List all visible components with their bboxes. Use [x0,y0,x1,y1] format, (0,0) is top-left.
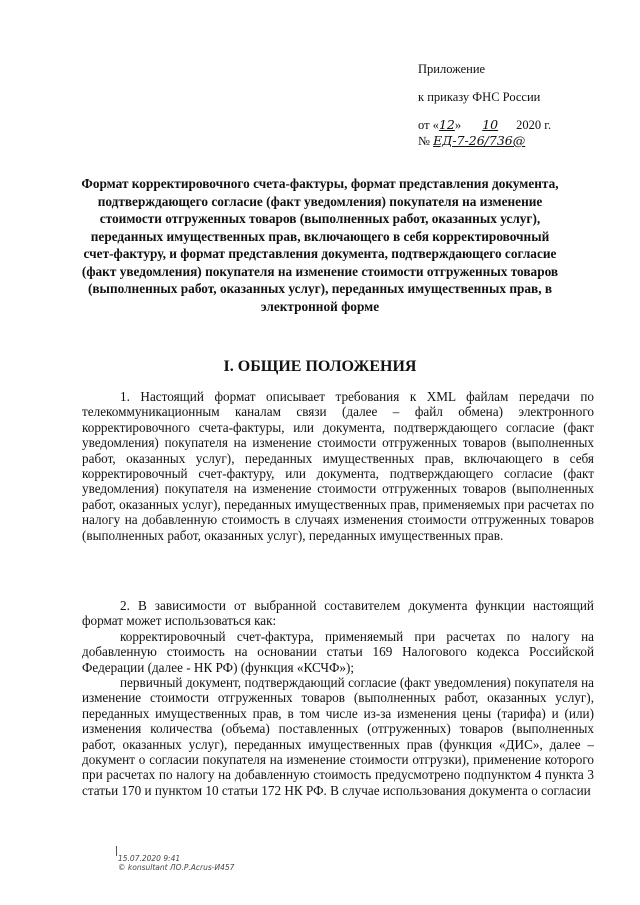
footer-stamp [118,854,234,872]
appendix-label: Приложение [418,62,486,76]
document-header [418,62,551,162]
paragraph-1: 1. Настоящий формат описывает требования к XML файлам передачи по телекоммуникационным каналам связи (далее – файл обмена) электронного корректировочного счета-фактуры, или документа, подтверждающего согласие (факт уведомления) покупателя на изменение стоимости отгруженных товаров (выполненных работ, оказанных услуг), переданных имущественных прав, включающего в себя корректировочный счет-фактуру, или документа, подтверждающего согласие (факт уведомления) покупателя на изменение стоимости отгруженных товаров (выполненных работ, оказанных услуг), переданных имущественных прав, применяемых при расчетах по налогу на добавленную стоимость в случаях изменения стоимости отгруженных товаров (выполненных работ, оказанных услуг), переданных имущественных прав. [82,389,594,543]
section-heading: I. ОБЩИЕ ПОЛОЖЕНИЯ [223,358,417,375]
number-prefix: № [418,134,434,148]
number-value: ЕД-7-26/736@ [433,133,526,148]
date-mid: » [454,118,465,132]
paragraph-ksf: корректировочный счет-фактура, применяемый при расчетах по налогу на добавленную стоимость на основании статьи 169 Налогового кодекса Российской Федерации (далее - НК РФ) (функция «КСЧФ»); [82,628,594,675]
paragraph-2: 2. В зависимости от выбранной составителем документа функции настоящий формат может использоваться как: [82,598,594,629]
date-month: 10 [482,117,499,132]
date-day: 12 [438,117,455,132]
paragraph-2-block [82,598,594,798]
document-title: Формат корректировочного счета-фактуры, формат представления документа, подтверждающего согласие (факт уведомления) покупателя на изменение стоимости отгруженных товаров (выполненных работ, оказанных услуг), переданных имущественных прав, включающего в себя корректировочный счет-фактуру, и формат представления документа, подтверждающего согласие (факт уведомления) покупателя на изменение стоимости отгруженных товаров (выполненных работ, оказанных услуг), переданных имущественных прав, в электронной форме [81,176,559,314]
footer-source: © konsultant ЛО.Р.Acrus-И457 [118,863,235,872]
date-prefix: от « [418,118,439,132]
paragraph-1-block [82,389,594,543]
order-reference: к приказу ФНС России [418,90,541,104]
paragraph-dis: первичный документ, подтверждающий согласие (факт уведомления) покупателя на изменение стоимости отгруженных товаров (выполненных работ, оказанных услуг), переданных имущественных прав, в том числе из-за изменения цены (тарифа) и (или) изменения количества (объема) поставленных (отгруженных) товаров (выполненных работ, оказанных услуг), переданных имущественных прав (функция «ДИС», далее – документ о согласии покупателя на изменение стоимости отгрузки), применение которого при расчетах по налогу на добавленную стоимость предусмотрено подпунктом 4 пункта 3 статьи 170 и пунктом 10 статьи 172 НК РФ. В случае использования документа о согласии [82,675,594,798]
footer-timestamp: 15.07.2020 9:41 [118,854,181,863]
order-number [418,134,551,148]
date-year: 2020 г. [516,118,552,132]
footer-mark [116,846,117,856]
order-date [418,118,551,132]
